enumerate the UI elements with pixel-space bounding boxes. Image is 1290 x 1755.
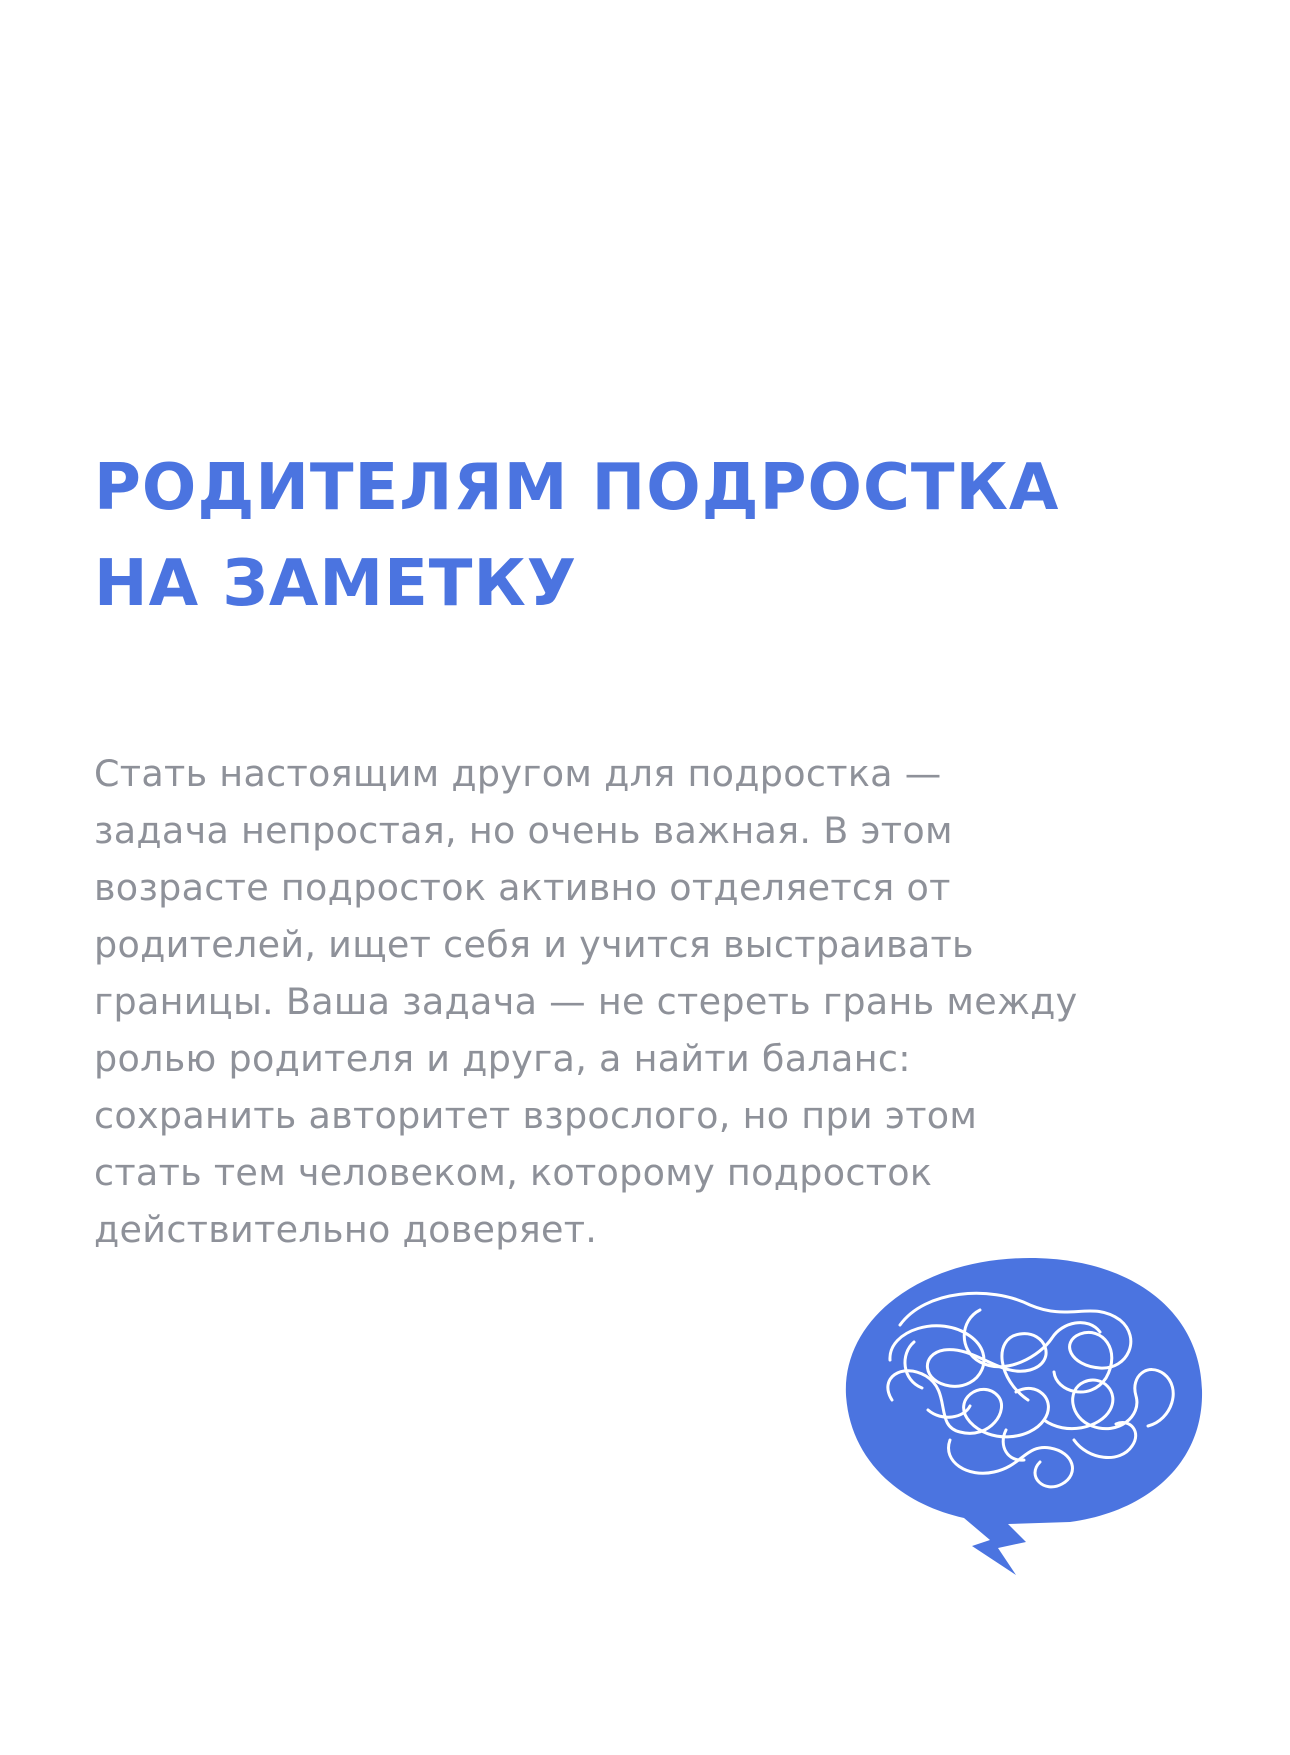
speech-bubble-shape bbox=[846, 1258, 1202, 1575]
body-line: возрасте подросток активно отделяется от bbox=[94, 866, 951, 909]
body-line: задача непростая, но очень важная. В этом bbox=[94, 809, 953, 852]
body-line: Стать настоящим другом для подростка — bbox=[94, 752, 942, 795]
title-line: НА ЗАМЕТКУ bbox=[94, 547, 578, 621]
title-line: РОДИТЕЛЯМ ПОДРОСТКА bbox=[94, 451, 1060, 525]
page-title bbox=[94, 440, 1244, 632]
body-line: ролью родителя и друга, а найти баланс: bbox=[94, 1037, 911, 1080]
body-line: стать тем человеком, которому подросток bbox=[94, 1151, 933, 1194]
body-line: сохранить авторитет взрослого, но при этом bbox=[94, 1094, 978, 1137]
body-line: границы. Ваша задача — не стереть грань между bbox=[94, 980, 1078, 1023]
body-line: родителей, ищет себя и учится выстраивать bbox=[94, 923, 974, 966]
body-line: действительно доверяет. bbox=[94, 1208, 598, 1251]
body-paragraph bbox=[94, 745, 1244, 1258]
tangled-thoughts-speech-bubble-icon bbox=[830, 1250, 1220, 1580]
